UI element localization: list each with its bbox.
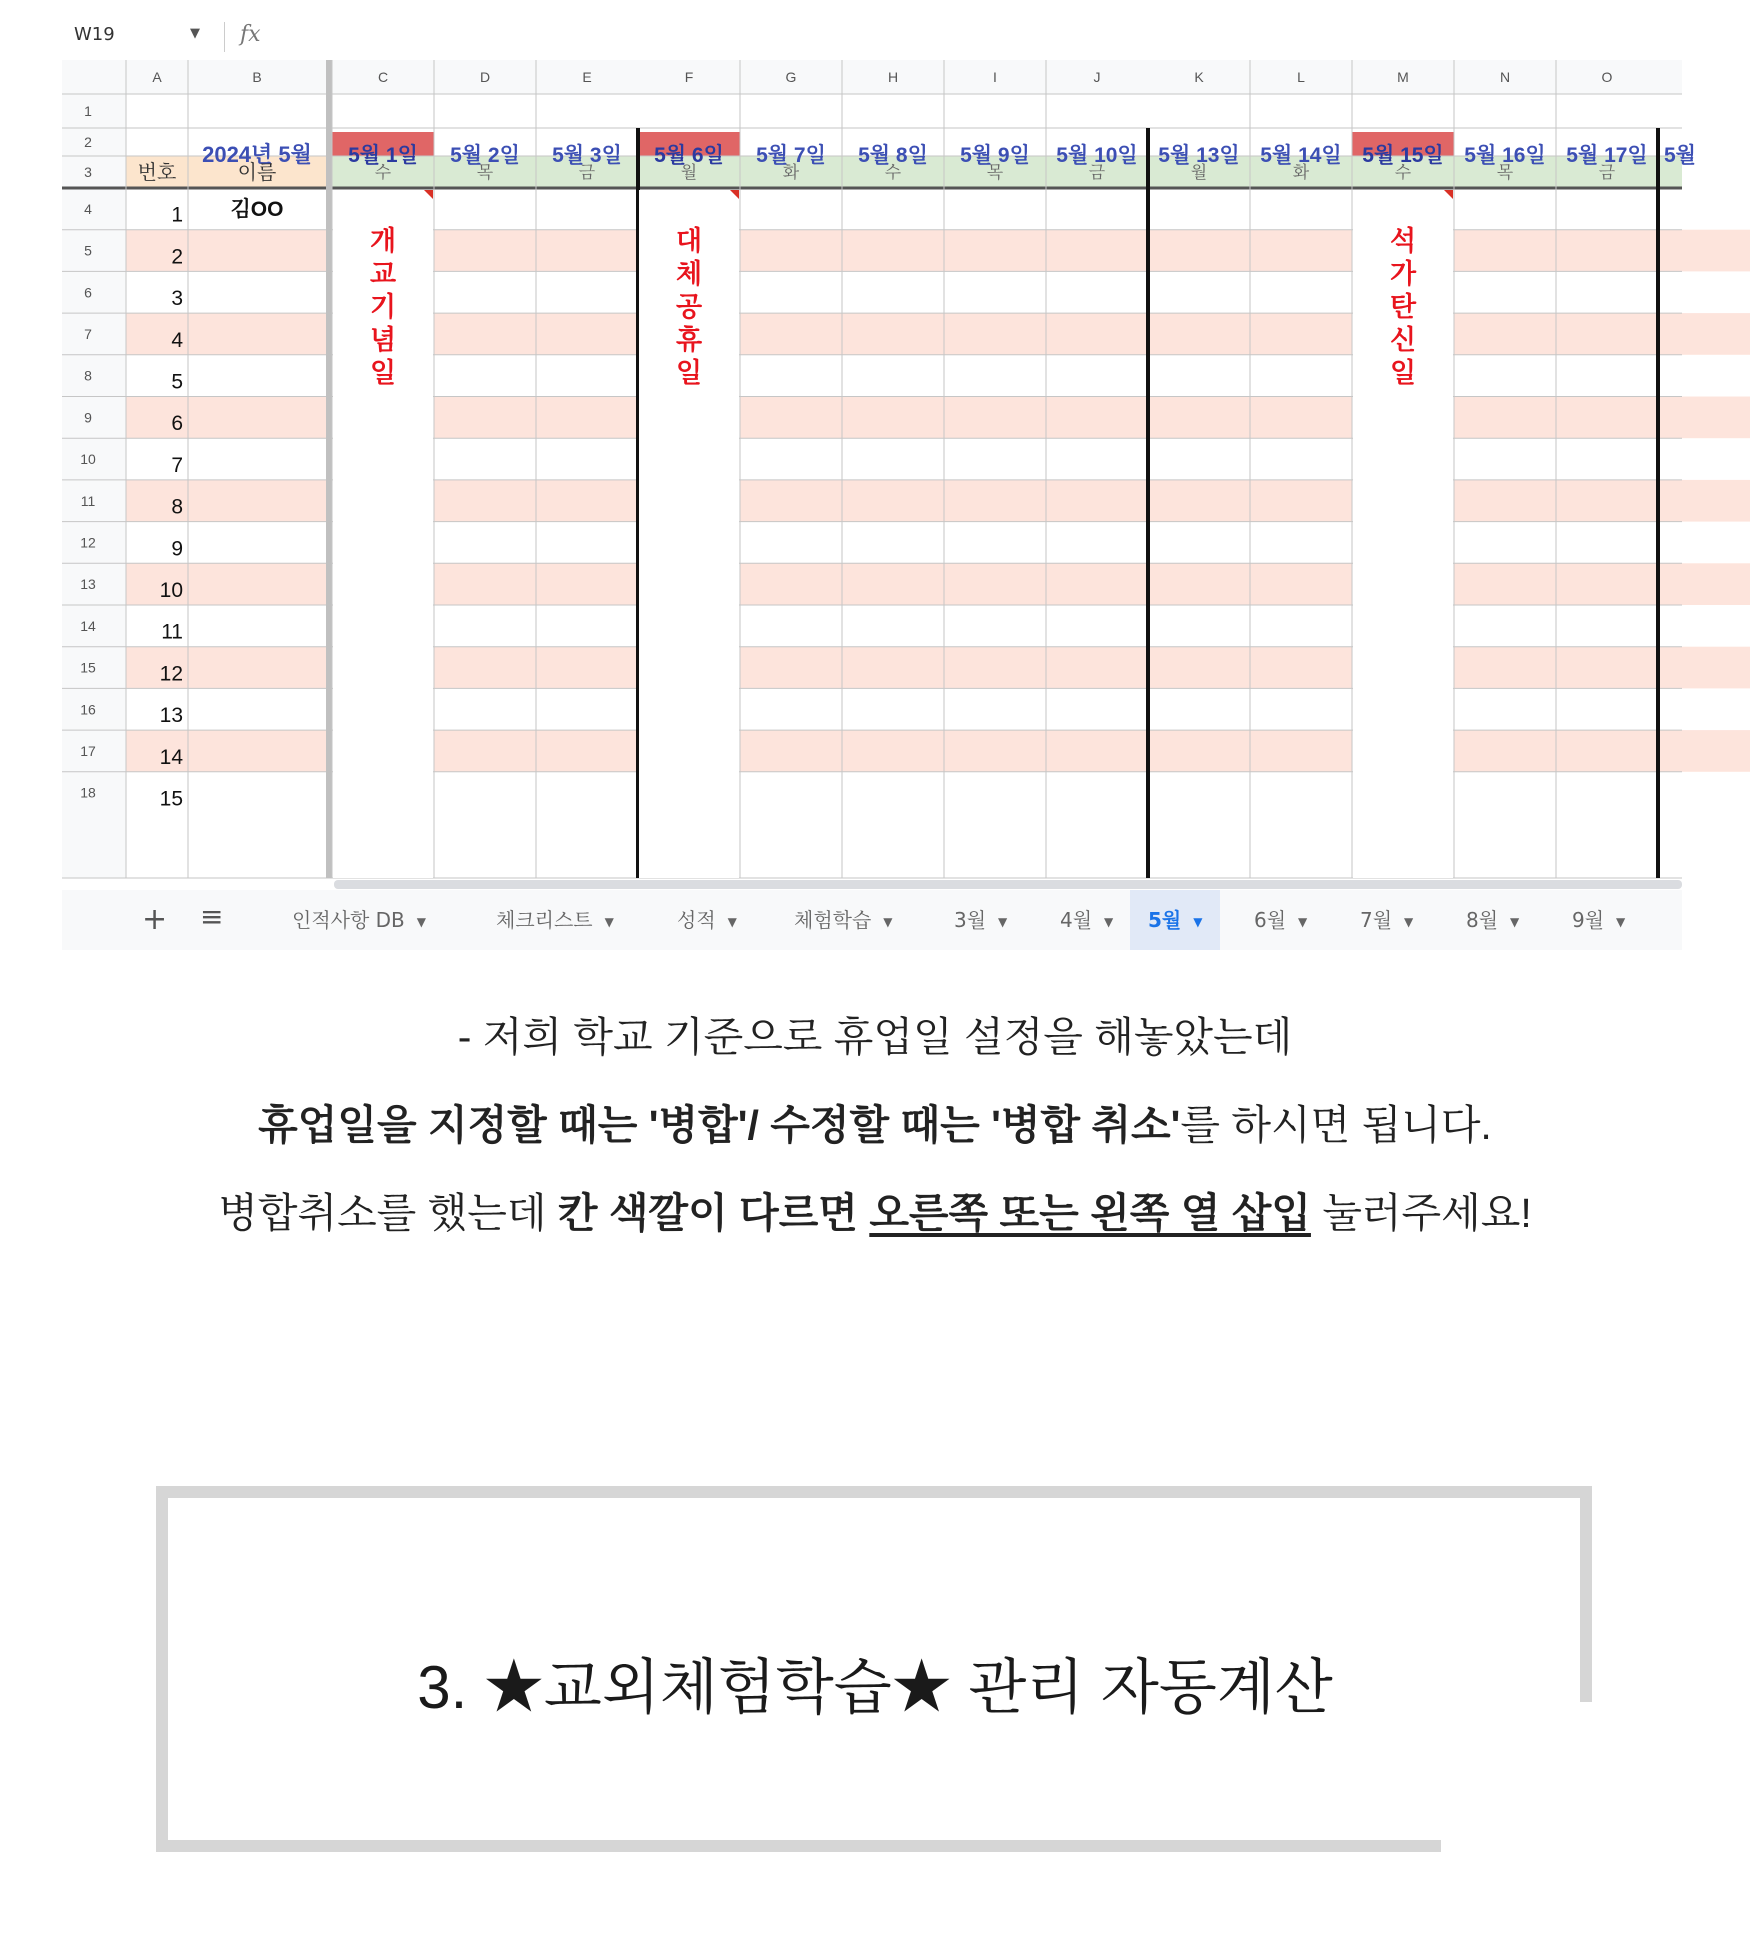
row-header-11: 11 [80,492,96,509]
data-cell-stripe [944,647,1046,689]
data-cell-stripe [536,480,638,522]
data-cell-stripe [1148,480,1250,522]
data-cell-stripe [1046,563,1148,605]
data-cell-stripe [1046,230,1148,272]
data-cell-stripe [536,647,638,689]
data-cell-stripe [434,313,536,355]
sheet-tab[interactable] [1236,890,1325,950]
data-cell-stripe [1454,230,1556,272]
tab-dropdown-icon[interactable]: ▼ [727,914,737,929]
data-cell-stripe [842,313,944,355]
column-header-h: H [887,69,899,85]
tab-dropdown-icon[interactable]: ▼ [883,914,893,929]
data-cell-stripe [1454,313,1556,355]
tab-dropdown-icon[interactable]: ▼ [998,914,1008,929]
row-header-5: 5 [84,242,92,259]
data-cell-stripe [1454,480,1556,522]
data-cell-stripe [1556,563,1658,605]
data-cell-stripe [1250,730,1352,772]
student-number: 5 [171,370,183,394]
data-cell-stripe [1454,647,1556,689]
data-cell-stripe [434,397,536,439]
data-row-stripe [126,730,326,772]
instruction-notes [0,1015,1750,1279]
weekday-label: 월 [680,163,698,182]
note-line-3-bold: 칸 색깔이 다르면 [557,1190,870,1236]
tab-dropdown-icon[interactable]: ▼ [1404,914,1414,929]
column-header-a: A [152,69,162,85]
holiday-label-char: 공 [675,292,703,323]
holiday-label-char: 교 [369,259,397,290]
sheet-tab[interactable] [776,890,911,950]
row-header-8: 8 [84,367,92,384]
holiday-label-char: 일 [675,358,703,389]
student-number: 11 [161,620,183,644]
row-header-16: 16 [80,701,96,718]
data-cell-stripe [944,480,1046,522]
row-header-14: 14 [80,617,96,634]
data-cell-stripe [740,313,842,355]
data-row-stripe [126,397,326,439]
student-number: 10 [159,579,183,602]
column-header-n: N [1499,69,1511,85]
sheet-tab[interactable] [274,890,444,950]
data-cell-stripe [842,397,944,439]
weekday-label: 화 [782,163,800,182]
sheet-tab-label: 인적사항 DB [292,908,405,932]
data-cell-stripe [1658,313,1750,355]
sheet-tab-label: 6월 [1254,908,1287,932]
data-cell-stripe [1250,563,1352,605]
sheet-tab[interactable] [1130,890,1220,950]
date-header: 5월 13일 [1158,144,1240,167]
column-header-i: I [993,69,997,85]
row-header-18: 18 [80,784,96,801]
note-line-3 [0,1191,1750,1235]
data-cell-stripe [1148,563,1250,605]
student-number: 7 [171,453,183,477]
student-number: 4 [171,328,183,352]
row-header-15: 15 [80,659,96,676]
date-header: 5월 3일 [552,144,622,167]
date-header: 5월 16일 [1464,144,1546,167]
student-name: 김OO [230,198,284,221]
weekday-label: 화 [1292,163,1310,182]
data-cell-stripe [1658,730,1750,772]
weekday-label: 목 [476,163,494,182]
holiday-label-char: 기 [369,292,397,323]
data-cell-stripe [1556,647,1658,689]
data-cell-stripe [1658,480,1750,522]
data-cell-stripe [842,730,944,772]
data-cell-stripe [1046,397,1148,439]
data-cell-stripe [1250,647,1352,689]
holiday-label-char: 가 [1389,259,1417,290]
sheet-tab-label: 7월 [1360,908,1393,932]
sheet-tab-label: 5월 [1148,908,1182,932]
column-header-m: M [1397,69,1409,85]
holiday-label-char: 념 [369,325,397,356]
tab-dropdown-icon[interactable]: ▼ [1193,914,1203,929]
data-cell-stripe [842,647,944,689]
sheet-tab-label: 3월 [954,908,987,932]
note-line-3-underline: 오른쪽 또는 왼쪽 열 삽입 [869,1190,1311,1236]
data-row-stripe [126,563,326,605]
column-header-f: F [684,69,694,85]
box-border-top [156,1486,1592,1498]
holiday-label-char: 대 [675,226,703,257]
column-header-k: K [1194,69,1204,85]
data-row-stripe [126,647,326,689]
box-border-bottom [156,1840,1441,1852]
tab-dropdown-icon[interactable]: ▼ [1298,914,1308,929]
column-header-d: D [479,69,491,85]
date-header: 5월 15일 [1362,144,1444,167]
data-cell-stripe [1556,730,1658,772]
weekday-label: 수 [1394,163,1412,182]
date-header: 5월 1일 [348,144,418,167]
row-header-9: 9 [84,409,92,426]
row-header-6: 6 [84,284,92,301]
student-number: 9 [171,537,183,561]
holiday-label-char: 체 [675,259,703,290]
student-number: 8 [171,495,183,519]
sheet-tab-label: 체크리스트 [496,908,593,932]
column-header-o: O [1601,69,1613,85]
student-number: 15 [159,787,183,811]
data-cell-stripe [1658,397,1750,439]
holiday-label-char: 신 [1389,325,1417,356]
holiday-label-char: 일 [369,358,397,389]
data-cell-stripe [1250,397,1352,439]
sheet-tab-label: 성적 [677,908,716,932]
holiday-label-char: 개 [369,226,397,257]
date-header: 5월 9일 [960,144,1030,167]
row-header-10: 10 [80,451,96,468]
date-header: 5월 8일 [858,144,928,167]
row-header-17: 17 [80,742,96,759]
formula-bar-divider [224,22,225,52]
sheet-tab[interactable] [1448,890,1537,950]
data-cell-stripe [434,563,536,605]
data-cell-stripe [1556,397,1658,439]
date-header: 5월 17일 [1566,144,1648,167]
data-cell-stripe [434,230,536,272]
sheet-tab[interactable] [1554,890,1643,950]
data-cell-stripe [944,397,1046,439]
data-cell-stripe [1148,647,1250,689]
data-cell-stripe [1250,313,1352,355]
student-number: 1 [171,203,183,227]
weekday-label: 월 [1190,163,1208,182]
row-header-13: 13 [80,576,96,593]
data-cell-stripe [536,230,638,272]
data-cell-stripe [1046,647,1148,689]
horizontal-scrollbar [334,880,1682,889]
tab-dropdown-icon[interactable]: ▼ [416,914,426,929]
name-box[interactable]: W19 [74,24,115,45]
data-cell-stripe [944,730,1046,772]
column-header-b: B [252,69,262,85]
data-cell-stripe [536,397,638,439]
student-number: 3 [171,287,183,311]
data-cell-stripe [944,563,1046,605]
data-cell-stripe [740,397,842,439]
note-line-3-start: 병합취소를 했는데 [218,1190,558,1236]
holiday-label-char: 일 [1389,358,1417,389]
sheet-tab[interactable] [1042,890,1131,950]
note-line-3-end: 눌러주세요! [1310,1190,1532,1236]
date-header: 5월 10일 [1056,144,1138,167]
data-cell-stripe [1556,480,1658,522]
student-number: 6 [171,412,183,436]
section-title: 3. ★교외체험학습★ 관리 자동계산 [417,1654,1333,1721]
data-cell-stripe [1658,230,1750,272]
sheet-tab-label: 체험학습 [794,908,872,932]
tab-dropdown-icon[interactable]: ▼ [604,914,614,929]
column-header-bar [62,60,1682,94]
data-cell-stripe [1148,730,1250,772]
weekday-label: 수 [374,163,392,182]
data-cell-stripe [536,730,638,772]
data-cell-stripe [944,230,1046,272]
formula-bar [62,14,1682,60]
name-box-dropdown-icon[interactable]: ▼ [190,26,200,41]
data-cell-stripe [1046,313,1148,355]
row-header-7: 7 [84,325,92,342]
column-header-l: L [1297,69,1305,85]
data-cell-stripe [1250,480,1352,522]
data-cell-stripe [740,480,842,522]
data-cell-stripe [1658,563,1750,605]
all-sheets-menu-icon[interactable]: ≡ [200,900,224,933]
weekday-label: 금 [578,163,596,182]
student-number: 2 [171,245,183,269]
data-cell-stripe [1046,480,1148,522]
tab-dropdown-icon[interactable]: ▼ [1104,914,1114,929]
sheet-tab[interactable] [936,890,1025,950]
date-header: 5월 [1664,144,1696,167]
month-title: 2024년 5월 [202,142,312,167]
column-header-j: J [1093,69,1101,85]
note-line-1-text: - 저희 학교 기준으로 휴업일 설정을 해놓았는데 [457,1014,1293,1060]
row-header-1: 1 [84,103,92,119]
data-cell-stripe [1148,397,1250,439]
fx-icon: fx [240,22,261,47]
note-line-2-bold: 휴업일을 지정할 때는 '병합'/ 수정할 때는 '병합 취소' [258,1102,1181,1148]
sheet-tab-bar [62,890,1682,950]
data-cell-stripe [1556,230,1658,272]
data-cell-stripe [434,480,536,522]
sheet-tab-label: 4월 [1060,908,1093,932]
note-line-2-rest: 를 하시면 됩니다. [1180,1102,1492,1148]
data-cell-stripe [434,647,536,689]
data-cell-stripe [1148,230,1250,272]
data-cell-stripe [740,730,842,772]
sheet-tab-label: 8월 [1466,908,1499,932]
data-row-stripe [126,230,326,272]
data-cell-stripe [740,230,842,272]
data-cell-stripe [740,563,842,605]
row-header-4: 4 [84,200,92,217]
column-header-g: G [785,69,797,85]
data-cell-stripe [1658,647,1750,689]
spreadsheet-grid[interactable] [62,60,1696,890]
holiday-label-char: 휴 [675,325,703,356]
student-number: 13 [159,704,183,728]
data-cell-stripe [1556,313,1658,355]
row-header-3: 3 [84,164,92,180]
sheet-tab[interactable] [478,890,632,950]
data-cell-stripe [1250,230,1352,272]
row-header-12: 12 [80,534,96,551]
weekday-label: 목 [1496,163,1514,182]
sheet-tab[interactable] [1342,890,1431,950]
data-cell-stripe [1454,397,1556,439]
data-cell-stripe [1046,730,1148,772]
data-row-stripe [126,480,326,522]
data-cell-stripe [944,313,1046,355]
header-name: 이름 [237,162,277,184]
data-cell-stripe [1454,563,1556,605]
holiday-label-char: 석 [1389,226,1417,257]
data-cell-stripe [1454,730,1556,772]
data-cell-stripe [536,563,638,605]
column-header-c: C [377,69,389,85]
date-header: 5월 14일 [1260,144,1342,167]
date-header: 5월 7일 [756,144,826,167]
add-sheet-button[interactable]: + [142,902,168,937]
data-cell-stripe [1148,313,1250,355]
header-number: 번호 [137,162,177,184]
note-line-1 [0,1015,1750,1059]
note-line-2 [0,1103,1750,1147]
spreadsheet-screenshot [62,14,1696,954]
row-header-2: 2 [84,134,92,150]
weekday-label: 목 [986,163,1004,182]
data-cell-stripe [842,480,944,522]
data-cell-stripe [740,647,842,689]
tab-dropdown-icon[interactable]: ▼ [1616,914,1626,929]
weekday-label: 금 [1598,163,1616,182]
data-row-stripe [126,313,326,355]
data-cell-stripe [536,313,638,355]
column-header-e: E [582,69,592,85]
student-number: 14 [159,745,183,769]
data-cell-stripe [842,230,944,272]
weekday-label: 수 [884,163,902,182]
data-cell-stripe [434,730,536,772]
date-header: 5월 6일 [654,144,724,167]
sheet-tab-label: 9월 [1572,908,1605,932]
holiday-label-char: 탄 [1389,292,1417,323]
sheet-tab[interactable] [659,890,755,950]
student-number: 12 [159,662,183,686]
weekday-label: 금 [1088,163,1106,182]
data-cell-stripe [842,563,944,605]
date-header: 5월 2일 [450,144,520,167]
tab-dropdown-icon[interactable]: ▼ [1510,914,1520,929]
